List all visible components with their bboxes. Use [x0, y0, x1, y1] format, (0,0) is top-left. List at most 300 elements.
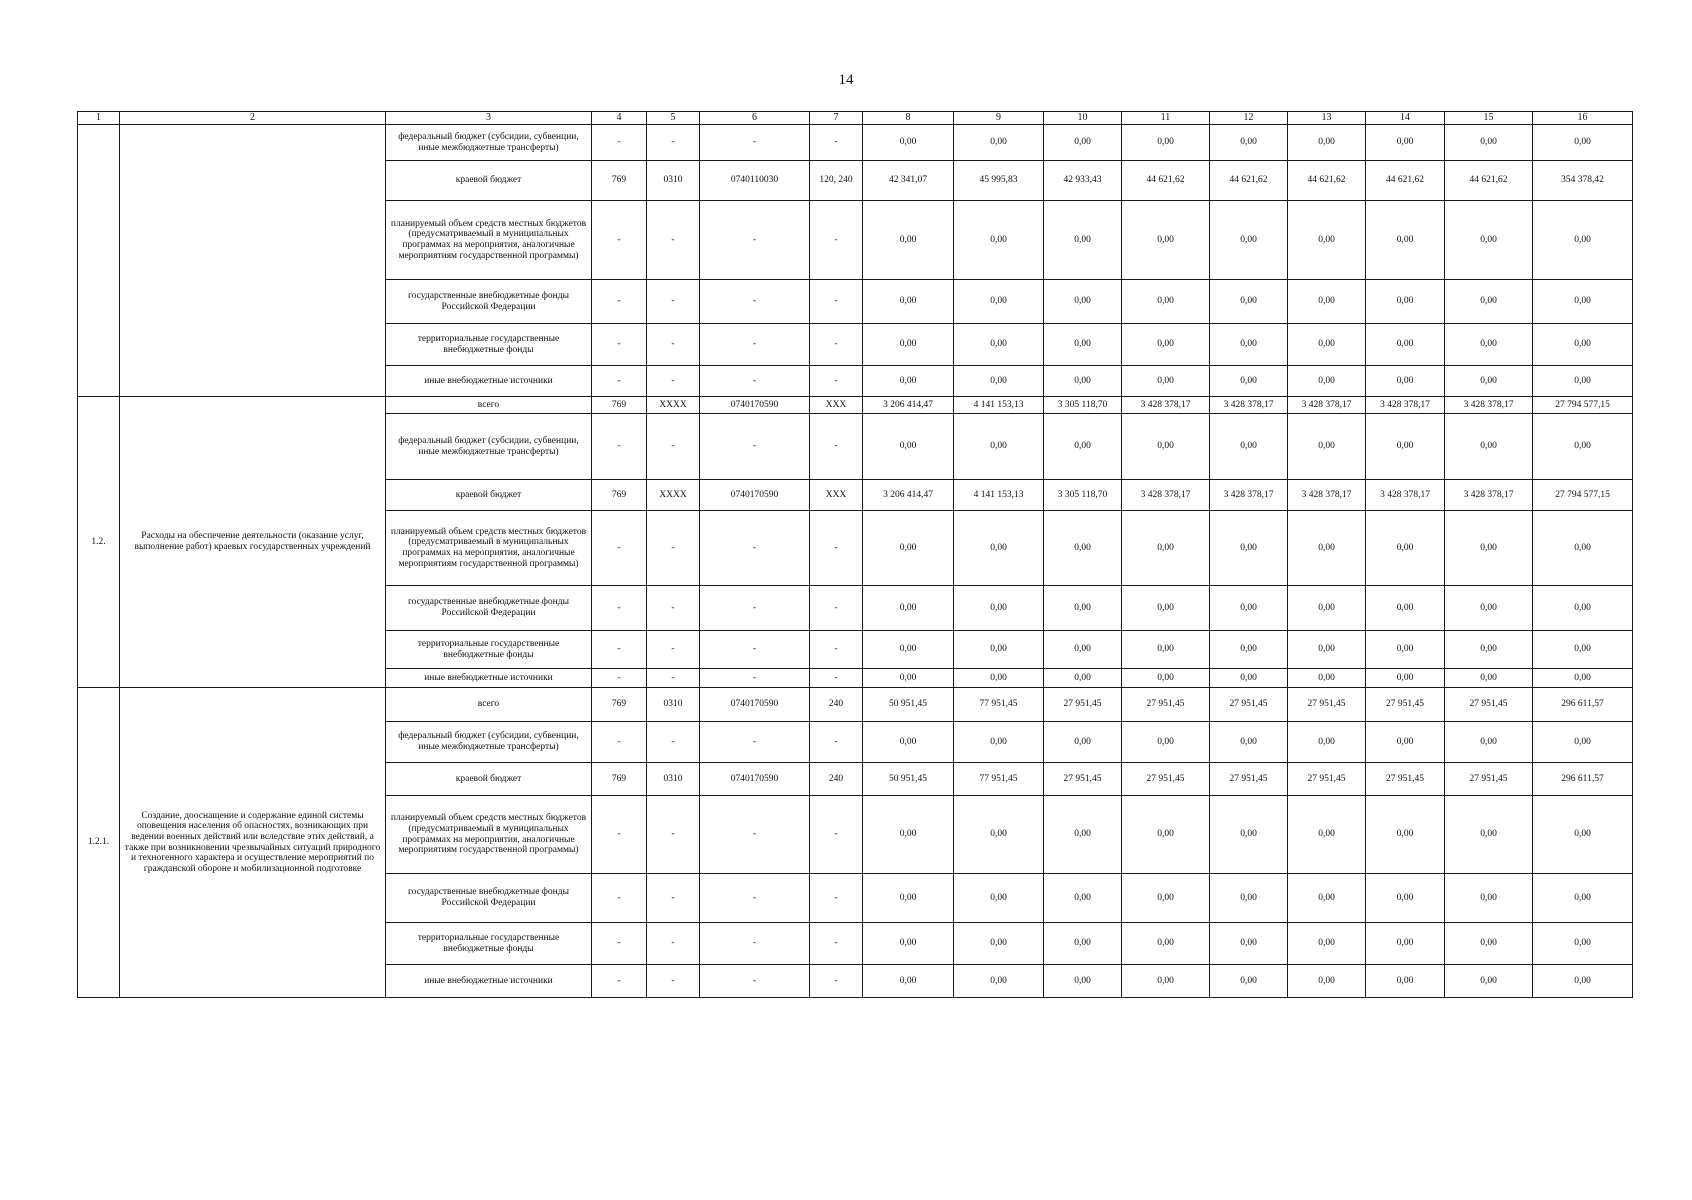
- year-value: 0,00: [1122, 722, 1210, 763]
- year-value: 50 951,45: [863, 688, 954, 722]
- year-value: 0,00: [863, 923, 954, 965]
- year-value: 0,00: [1288, 722, 1366, 763]
- section-code: 0310: [647, 688, 700, 722]
- year-value: 0,00: [1288, 669, 1366, 688]
- column-header: 3: [386, 112, 592, 125]
- grbs-code: -: [592, 796, 647, 874]
- target-article-code: -: [700, 631, 810, 669]
- expense-type-code: -: [810, 511, 863, 586]
- year-value: 0,00: [1445, 796, 1533, 874]
- year-value: 0,00: [1288, 796, 1366, 874]
- funding-source: территориальные государственные внебюджетные фонды: [386, 631, 592, 669]
- total-value: 0,00: [1533, 923, 1633, 965]
- year-value: 27 951,45: [1366, 688, 1445, 722]
- total-value: 0,00: [1533, 796, 1633, 874]
- year-value: 0,00: [863, 965, 954, 998]
- section-code: 0310: [647, 763, 700, 796]
- column-header-row: [78, 112, 1633, 125]
- funding-source: иные внебюджетные источники: [386, 669, 592, 688]
- year-value: 27 951,45: [1288, 763, 1366, 796]
- year-value: 0,00: [1366, 796, 1445, 874]
- year-value: 0,00: [1288, 201, 1366, 280]
- section-code: -: [647, 366, 700, 397]
- expense-type-code: -: [810, 796, 863, 874]
- section-code: -: [647, 669, 700, 688]
- year-value: 0,00: [1210, 280, 1288, 324]
- year-value: 0,00: [1122, 201, 1210, 280]
- target-article-code: -: [700, 280, 810, 324]
- grbs-code: -: [592, 201, 647, 280]
- year-value: 0,00: [1210, 366, 1288, 397]
- year-value: 27 951,45: [1122, 763, 1210, 796]
- total-value: 0,00: [1533, 874, 1633, 923]
- year-value: 42 933,43: [1044, 161, 1122, 201]
- year-value: 0,00: [1210, 201, 1288, 280]
- year-value: 27 951,45: [1288, 688, 1366, 722]
- year-value: 27 951,45: [1122, 688, 1210, 722]
- year-value: 0,00: [1288, 874, 1366, 923]
- year-value: 44 621,62: [1288, 161, 1366, 201]
- column-header: 7: [810, 112, 863, 125]
- year-value: 0,00: [954, 631, 1044, 669]
- year-value: 0,00: [863, 669, 954, 688]
- expense-type-code: -: [810, 874, 863, 923]
- year-value: 0,00: [1366, 414, 1445, 480]
- year-value: 0,00: [1366, 923, 1445, 965]
- year-value: 3 428 378,17: [1288, 480, 1366, 511]
- year-value: 0,00: [863, 366, 954, 397]
- column-header: 11: [1122, 112, 1210, 125]
- year-value: 0,00: [1122, 366, 1210, 397]
- funding-source: государственные внебюджетные фонды Российской Федерации: [386, 280, 592, 324]
- year-value: 0,00: [1288, 324, 1366, 366]
- expense-type-code: -: [810, 669, 863, 688]
- expense-type-code: 240: [810, 688, 863, 722]
- year-value: 0,00: [1210, 669, 1288, 688]
- target-article-code: -: [700, 201, 810, 280]
- grbs-code: -: [592, 414, 647, 480]
- year-value: 27 951,45: [1044, 763, 1122, 796]
- column-header: 12: [1210, 112, 1288, 125]
- year-value: 0,00: [1122, 280, 1210, 324]
- year-value: 27 951,45: [1445, 763, 1533, 796]
- page-number: 14: [838, 72, 854, 88]
- table-row: [78, 125, 1633, 161]
- year-value: 4 141 153,13: [954, 397, 1044, 414]
- budget-table: [77, 111, 1633, 998]
- year-value: 0,00: [1044, 965, 1122, 998]
- year-value: 0,00: [1122, 669, 1210, 688]
- target-article-code: -: [700, 722, 810, 763]
- year-value: 27 951,45: [1210, 763, 1288, 796]
- column-header: 5: [647, 112, 700, 125]
- grbs-code: -: [592, 965, 647, 998]
- target-article-code: -: [700, 366, 810, 397]
- year-value: 0,00: [954, 280, 1044, 324]
- target-article-code: 0740170590: [700, 763, 810, 796]
- year-value: 0,00: [1445, 722, 1533, 763]
- year-value: 0,00: [1044, 586, 1122, 631]
- expense-type-code: -: [810, 923, 863, 965]
- year-value: 0,00: [1445, 511, 1533, 586]
- year-value: 0,00: [1288, 414, 1366, 480]
- funding-source: государственные внебюджетные фонды Российской Федерации: [386, 586, 592, 631]
- year-value: 0,00: [1210, 722, 1288, 763]
- expense-type-code: 120, 240: [810, 161, 863, 201]
- funding-source: всего: [386, 688, 592, 722]
- funding-source: краевой бюджет: [386, 161, 592, 201]
- section-code: -: [647, 965, 700, 998]
- expense-type-code: -: [810, 366, 863, 397]
- year-value: 0,00: [954, 965, 1044, 998]
- year-value: 0,00: [863, 324, 954, 366]
- year-value: 0,00: [1366, 201, 1445, 280]
- funding-source: планируемый объем средств местных бюджетов (предусматриваемый в муниципальных программах на мероприятия, аналогичные мероприятиям государственной программы): [386, 796, 592, 874]
- grbs-code: 769: [592, 480, 647, 511]
- grbs-code: -: [592, 324, 647, 366]
- year-value: 0,00: [954, 722, 1044, 763]
- grbs-code: -: [592, 586, 647, 631]
- target-article-code: -: [700, 965, 810, 998]
- year-value: 0,00: [1288, 586, 1366, 631]
- year-value: 27 951,45: [1366, 763, 1445, 796]
- funding-source: планируемый объем средств местных бюджетов (предусматриваемый в муниципальных программах на мероприятия, аналогичные мероприятиям государственной программы): [386, 201, 592, 280]
- year-value: 0,00: [1445, 669, 1533, 688]
- item-name: Расходы на обеспечение деятельности (оказание услуг, выполнение работ) краевых государственных учреждений: [120, 397, 386, 688]
- column-header: 1: [78, 112, 120, 125]
- year-value: 50 951,45: [863, 763, 954, 796]
- target-article-code: -: [700, 923, 810, 965]
- year-value: 0,00: [1445, 280, 1533, 324]
- section-code: -: [647, 414, 700, 480]
- funding-source: федеральный бюджет (субсидии, субвенции, иные межбюджетные трансферты): [386, 125, 592, 161]
- year-value: 0,00: [1288, 631, 1366, 669]
- total-value: 0,00: [1533, 586, 1633, 631]
- year-value: 3 428 378,17: [1366, 480, 1445, 511]
- target-article-code: -: [700, 796, 810, 874]
- funding-source: планируемый объем средств местных бюджетов (предусматриваемый в муниципальных программах на мероприятия, аналогичные мероприятиям государственной программы): [386, 511, 592, 586]
- year-value: 0,00: [1122, 874, 1210, 923]
- year-value: 0,00: [1044, 874, 1122, 923]
- grbs-code: -: [592, 511, 647, 586]
- grbs-code: -: [592, 125, 647, 161]
- year-value: 0,00: [954, 796, 1044, 874]
- year-value: 0,00: [863, 722, 954, 763]
- year-value: 0,00: [1210, 414, 1288, 480]
- total-value: 0,00: [1533, 631, 1633, 669]
- year-value: 0,00: [1044, 280, 1122, 324]
- year-value: 77 951,45: [954, 688, 1044, 722]
- year-value: 0,00: [954, 125, 1044, 161]
- year-value: 0,00: [1044, 722, 1122, 763]
- year-value: 0,00: [1122, 586, 1210, 631]
- year-value: 44 621,62: [1366, 161, 1445, 201]
- total-value: 0,00: [1533, 965, 1633, 998]
- year-value: 0,00: [1210, 324, 1288, 366]
- year-value: 0,00: [1445, 414, 1533, 480]
- year-value: 0,00: [954, 923, 1044, 965]
- year-value: 0,00: [1044, 669, 1122, 688]
- expense-type-code: -: [810, 586, 863, 631]
- year-value: 0,00: [1122, 796, 1210, 874]
- year-value: 0,00: [1445, 366, 1533, 397]
- section-code: 0310: [647, 161, 700, 201]
- total-value: 0,00: [1533, 511, 1633, 586]
- year-value: 0,00: [1210, 586, 1288, 631]
- year-value: 0,00: [1366, 125, 1445, 161]
- target-article-code: -: [700, 414, 810, 480]
- year-value: 3 428 378,17: [1210, 397, 1288, 414]
- funding-source: всего: [386, 397, 592, 414]
- year-value: 0,00: [954, 874, 1044, 923]
- year-value: 0,00: [1210, 923, 1288, 965]
- total-value: 0,00: [1533, 414, 1633, 480]
- target-article-code: 0740170590: [700, 480, 810, 511]
- grbs-code: -: [592, 280, 647, 324]
- year-value: 44 621,62: [1210, 161, 1288, 201]
- item-code: [78, 125, 120, 397]
- year-value: 77 951,45: [954, 763, 1044, 796]
- target-article-code: -: [700, 125, 810, 161]
- year-value: 0,00: [1288, 511, 1366, 586]
- expense-type-code: -: [810, 280, 863, 324]
- year-value: 0,00: [954, 586, 1044, 631]
- year-value: 0,00: [1210, 965, 1288, 998]
- year-value: 27 951,45: [1210, 688, 1288, 722]
- year-value: 44 621,62: [1122, 161, 1210, 201]
- section-code: -: [647, 586, 700, 631]
- year-value: 0,00: [1210, 125, 1288, 161]
- funding-source: территориальные государственные внебюджетные фонды: [386, 324, 592, 366]
- year-value: 44 621,62: [1445, 161, 1533, 201]
- grbs-code: 769: [592, 161, 647, 201]
- year-value: 0,00: [1044, 923, 1122, 965]
- year-value: 3 428 378,17: [1210, 480, 1288, 511]
- year-value: 0,00: [1122, 631, 1210, 669]
- year-value: 0,00: [1122, 125, 1210, 161]
- target-article-code: -: [700, 874, 810, 923]
- year-value: 0,00: [863, 586, 954, 631]
- year-value: 0,00: [1366, 586, 1445, 631]
- year-value: 0,00: [1044, 796, 1122, 874]
- grbs-code: -: [592, 669, 647, 688]
- funding-source: федеральный бюджет (субсидии, субвенции, иные межбюджетные трансферты): [386, 722, 592, 763]
- total-value: 296 611,57: [1533, 763, 1633, 796]
- year-value: 3 305 118,70: [1044, 397, 1122, 414]
- year-value: 27 951,45: [1445, 688, 1533, 722]
- grbs-code: 769: [592, 397, 647, 414]
- year-value: 0,00: [863, 796, 954, 874]
- section-code: -: [647, 722, 700, 763]
- item-name: [120, 125, 386, 397]
- year-value: 0,00: [1288, 923, 1366, 965]
- section-code: -: [647, 324, 700, 366]
- year-value: 0,00: [954, 201, 1044, 280]
- year-value: 0,00: [954, 669, 1044, 688]
- expense-type-code: -: [810, 631, 863, 669]
- target-article-code: -: [700, 669, 810, 688]
- total-value: 0,00: [1533, 324, 1633, 366]
- section-code: XXXX: [647, 397, 700, 414]
- year-value: 0,00: [1445, 874, 1533, 923]
- grbs-code: 769: [592, 688, 647, 722]
- total-value: 0,00: [1533, 669, 1633, 688]
- column-header: 10: [1044, 112, 1122, 125]
- section-code: -: [647, 511, 700, 586]
- year-value: 0,00: [863, 201, 954, 280]
- year-value: 0,00: [1288, 125, 1366, 161]
- total-value: 296 611,57: [1533, 688, 1633, 722]
- year-value: 0,00: [1210, 874, 1288, 923]
- total-value: 0,00: [1533, 366, 1633, 397]
- year-value: 4 141 153,13: [954, 480, 1044, 511]
- year-value: 0,00: [954, 366, 1044, 397]
- column-header: 15: [1445, 112, 1533, 125]
- column-header: 6: [700, 112, 810, 125]
- column-header: 14: [1366, 112, 1445, 125]
- year-value: 3 206 414,47: [863, 480, 954, 511]
- year-value: 0,00: [1366, 366, 1445, 397]
- column-header: 13: [1288, 112, 1366, 125]
- year-value: 0,00: [1366, 874, 1445, 923]
- year-value: 0,00: [1044, 201, 1122, 280]
- year-value: 0,00: [1210, 796, 1288, 874]
- year-value: 0,00: [1122, 324, 1210, 366]
- year-value: 0,00: [1366, 722, 1445, 763]
- year-value: 0,00: [1288, 280, 1366, 324]
- year-value: 0,00: [863, 125, 954, 161]
- expense-type-code: -: [810, 324, 863, 366]
- year-value: 0,00: [1044, 631, 1122, 669]
- year-value: 3 428 378,17: [1366, 397, 1445, 414]
- section-code: -: [647, 874, 700, 923]
- year-value: 0,00: [1288, 366, 1366, 397]
- total-value: 0,00: [1533, 722, 1633, 763]
- section-code: XXXX: [647, 480, 700, 511]
- table-row: [78, 688, 1633, 722]
- year-value: 0,00: [1366, 965, 1445, 998]
- column-header: 16: [1533, 112, 1633, 125]
- column-header: 2: [120, 112, 386, 125]
- total-value: 354 378,42: [1533, 161, 1633, 201]
- year-value: 0,00: [1445, 965, 1533, 998]
- table-row: [78, 397, 1633, 414]
- year-value: 0,00: [1366, 324, 1445, 366]
- year-value: 27 951,45: [1044, 688, 1122, 722]
- year-value: 0,00: [1366, 631, 1445, 669]
- section-code: -: [647, 796, 700, 874]
- year-value: 0,00: [1210, 511, 1288, 586]
- total-value: 0,00: [1533, 280, 1633, 324]
- year-value: 42 341,07: [863, 161, 954, 201]
- year-value: 3 428 378,17: [1445, 397, 1533, 414]
- year-value: 0,00: [1044, 125, 1122, 161]
- section-code: -: [647, 280, 700, 324]
- column-header: 4: [592, 112, 647, 125]
- expense-type-code: -: [810, 201, 863, 280]
- year-value: 0,00: [954, 324, 1044, 366]
- grbs-code: -: [592, 366, 647, 397]
- funding-source: федеральный бюджет (субсидии, субвенции, иные межбюджетные трансферты): [386, 414, 592, 480]
- section-code: -: [647, 631, 700, 669]
- year-value: 3 428 378,17: [1122, 397, 1210, 414]
- section-code: -: [647, 923, 700, 965]
- target-article-code: 0740110030: [700, 161, 810, 201]
- year-value: 0,00: [863, 280, 954, 324]
- year-value: 3 428 378,17: [1445, 480, 1533, 511]
- total-value: 0,00: [1533, 201, 1633, 280]
- section-code: -: [647, 201, 700, 280]
- funding-source: краевой бюджет: [386, 763, 592, 796]
- target-article-code: 0740170590: [700, 688, 810, 722]
- year-value: 0,00: [863, 874, 954, 923]
- year-value: 0,00: [1445, 631, 1533, 669]
- year-value: 0,00: [1044, 324, 1122, 366]
- target-article-code: -: [700, 511, 810, 586]
- year-value: 0,00: [1044, 414, 1122, 480]
- column-header: 8: [863, 112, 954, 125]
- year-value: 0,00: [1445, 324, 1533, 366]
- grbs-code: -: [592, 923, 647, 965]
- year-value: 3 428 378,17: [1122, 480, 1210, 511]
- year-value: 0,00: [1366, 669, 1445, 688]
- grbs-code: 769: [592, 763, 647, 796]
- year-value: 0,00: [863, 631, 954, 669]
- expense-type-code: XXX: [810, 480, 863, 511]
- target-article-code: -: [700, 586, 810, 631]
- year-value: 0,00: [1445, 201, 1533, 280]
- year-value: 0,00: [863, 414, 954, 480]
- year-value: 0,00: [1122, 965, 1210, 998]
- year-value: 0,00: [1445, 923, 1533, 965]
- expense-type-code: -: [810, 414, 863, 480]
- year-value: 3 206 414,47: [863, 397, 954, 414]
- year-value: 0,00: [1445, 125, 1533, 161]
- year-value: 0,00: [1122, 923, 1210, 965]
- funding-source: территориальные государственные внебюджетные фонды: [386, 923, 592, 965]
- expense-type-code: -: [810, 722, 863, 763]
- item-code: 1.2.: [78, 397, 120, 688]
- year-value: 0,00: [1210, 631, 1288, 669]
- target-article-code: -: [700, 324, 810, 366]
- year-value: 0,00: [1044, 511, 1122, 586]
- grbs-code: -: [592, 631, 647, 669]
- item-name: Создание, дооснащение и содержание единой системы оповещения населения об опасностях, возникающих при ведении военных действий или вследствие этих действий, а также при возникновении чрезвычайных ситуаций природного и техногенного характера и осуществление мероприятий по гражданской обороне и мобилизационной подготовке: [120, 688, 386, 998]
- funding-source: иные внебюджетные источники: [386, 366, 592, 397]
- expense-type-code: 240: [810, 763, 863, 796]
- year-value: 0,00: [863, 511, 954, 586]
- grbs-code: -: [592, 874, 647, 923]
- total-value: 0,00: [1533, 125, 1633, 161]
- year-value: 0,00: [1366, 280, 1445, 324]
- year-value: 0,00: [954, 414, 1044, 480]
- expense-type-code: -: [810, 125, 863, 161]
- year-value: 0,00: [1122, 414, 1210, 480]
- year-value: 0,00: [1366, 511, 1445, 586]
- total-value: 27 794 577,15: [1533, 480, 1633, 511]
- item-code: 1.2.1.: [78, 688, 120, 998]
- year-value: 0,00: [954, 511, 1044, 586]
- expense-type-code: XXX: [810, 397, 863, 414]
- target-article-code: 0740170590: [700, 397, 810, 414]
- funding-source: краевой бюджет: [386, 480, 592, 511]
- year-value: 0,00: [1288, 965, 1366, 998]
- year-value: 3 428 378,17: [1288, 397, 1366, 414]
- year-value: 0,00: [1445, 586, 1533, 631]
- year-value: 3 305 118,70: [1044, 480, 1122, 511]
- section-code: -: [647, 125, 700, 161]
- funding-source: государственные внебюджетные фонды Российской Федерации: [386, 874, 592, 923]
